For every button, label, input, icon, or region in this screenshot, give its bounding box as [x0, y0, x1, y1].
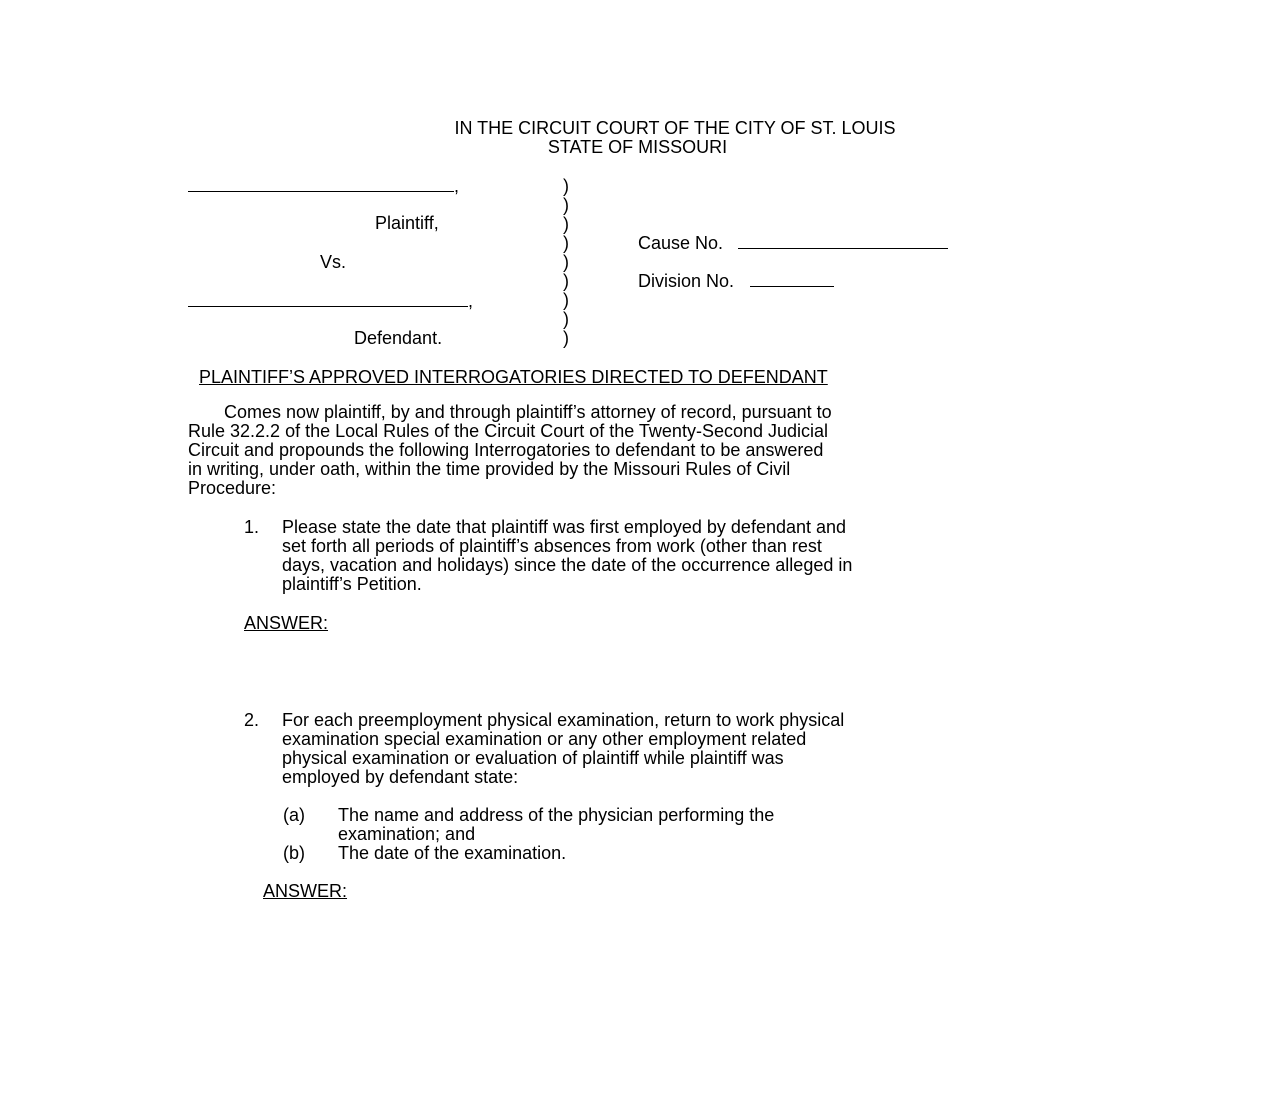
interrogatory-line: examination special examination or any other employment related [282, 729, 807, 749]
caption-divider [563, 177, 575, 348]
answer-label: ANSWER: [263, 881, 348, 901]
court-state: STATE OF MISSOURI [547, 137, 728, 157]
interrogatory-line: For each preemployment physical examination, return to work physical [282, 710, 845, 730]
interrogatory-number: 1. [244, 517, 260, 537]
versus-label: Vs. [320, 252, 347, 272]
plaintiff-name-line[interactable] [188, 177, 459, 196]
subitem-text [338, 806, 774, 844]
interrogatory-text [282, 518, 852, 594]
caption-paren: ) [563, 214, 569, 234]
defendant-label: Defendant. [354, 328, 443, 348]
caption-paren: ) [563, 290, 569, 310]
defendant-name-line[interactable] [188, 292, 473, 311]
interrogatory-number: 2. [244, 710, 260, 730]
caption-paren: ) [563, 176, 569, 196]
plaintiff-name-blank[interactable] [188, 177, 454, 192]
interrogatory-line: Please state the date that plaintiff was first employed by defendant and [282, 517, 847, 537]
caption-paren: ) [563, 271, 569, 291]
intro-line: Circuit and propounds the following Interrogatories to defendant to be answered [188, 440, 824, 460]
interrogatory-line: days, vacation and holidays) since the date of the occurrence alleged in [282, 555, 853, 575]
subitem-line: The name and address of the physician performing the [338, 805, 775, 825]
cause-number-label: Cause No. [638, 233, 724, 253]
answer-label: ANSWER: [244, 613, 329, 633]
plaintiff-label: Plaintiff, [375, 213, 439, 233]
interrogatory-line: plaintiff’s Petition. [282, 574, 422, 594]
interrogatory-line: set forth all periods of plaintiff’s absences from work (other than rest [282, 536, 822, 556]
caption-paren: ) [563, 252, 569, 272]
subitem-line: The date of the examination. [338, 843, 567, 863]
subitem-label: (b) [283, 843, 305, 863]
caption-paren: ) [563, 195, 569, 215]
division-number-row[interactable] [638, 272, 834, 291]
defendant-comma: , [468, 291, 474, 311]
division-number-label: Division No. [638, 271, 735, 291]
interrogatory-line: physical examination or evaluation of plaintiff while plaintiff was [282, 748, 784, 768]
intro-line: Procedure: [188, 478, 277, 498]
cause-number-field[interactable] [738, 234, 948, 249]
court-name: IN THE CIRCUIT COURT OF THE CITY OF ST. LOUIS [454, 118, 896, 138]
intro-line: Rule 32.2.2 of the Local Rules of the Circuit Court of the Twenty-Second Judicial [188, 421, 829, 441]
subitem-text [338, 844, 566, 863]
document-title: PLAINTIFF’S APPROVED INTERROGATORIES DIRECTED TO DEFENDANT [199, 367, 828, 387]
intro-paragraph [188, 403, 832, 498]
subitem-label: (a) [283, 805, 305, 825]
cause-number-row[interactable] [638, 234, 948, 253]
defendant-name-blank[interactable] [188, 292, 468, 307]
caption-paren: ) [563, 309, 569, 329]
intro-line: Comes now plaintiff, by and through plaintiff’s attorney of record, pursuant to [224, 402, 832, 422]
plaintiff-comma: , [454, 176, 460, 196]
interrogatory-text [282, 711, 844, 787]
interrogatory-line: employed by defendant state: [282, 767, 519, 787]
caption-paren: ) [563, 233, 569, 253]
caption-paren: ) [563, 328, 569, 348]
intro-line: in writing, under oath, within the time provided by the Missouri Rules of Civil [188, 459, 791, 479]
division-number-field[interactable] [750, 272, 834, 287]
subitem-line: examination; and [338, 824, 476, 844]
